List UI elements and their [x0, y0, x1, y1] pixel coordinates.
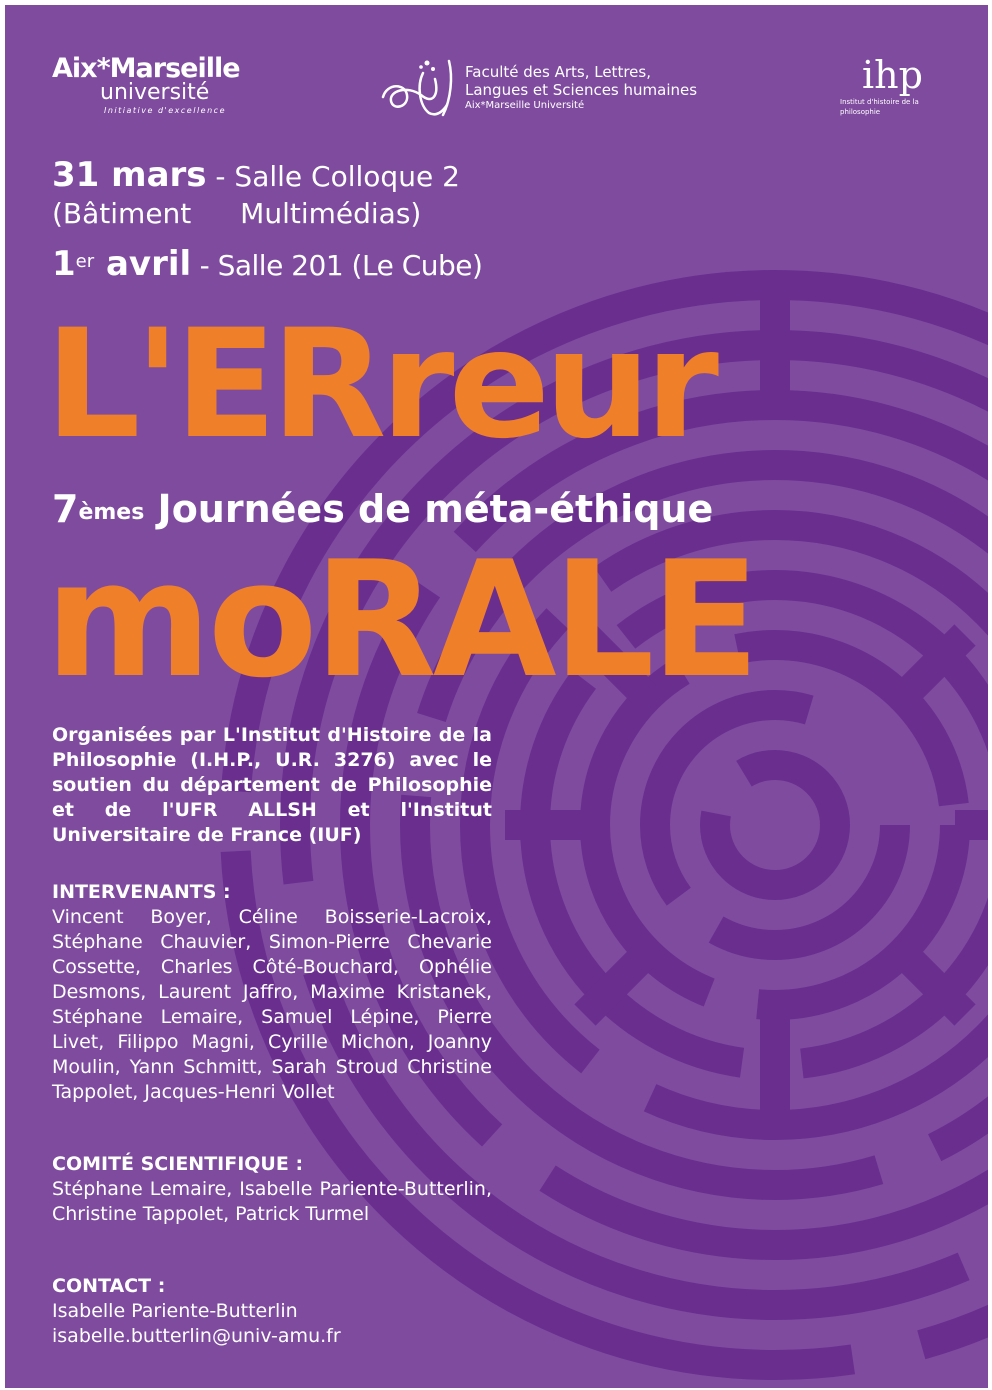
- date-day1: [52, 155, 460, 197]
- intervenants-title: INTERVENANTS :: [52, 881, 231, 903]
- amu-logo-universite: université: [100, 80, 210, 105]
- amu-logo-name: Aix*Marseille: [52, 53, 240, 84]
- date-day2-sup: er: [75, 251, 95, 272]
- ihp-logo-mark: ihp: [862, 53, 923, 97]
- date-day1-date: 31 mars: [52, 155, 207, 195]
- faculty-name-line1: Faculté des Arts, Lettres,: [465, 63, 651, 81]
- date-day2: [52, 243, 482, 287]
- intervenants-list: Vincent Boyer, Céline Boisserie-Lacroix, Stéphane Chauvier, Simon-Pierre Chevarie Cossette, Charles Côté-Bouchard, Ophélie Desmons, Laurent Jaffro, Maxime Kristanek, Stéphane Lemaire, Samuel Lépine, Pierre Livet, Filippo Magni, Cyrille Michon, Joanny Moulin, Yann Schmitt, Sarah Stroud Christine Tappolet, Jacques-Henri Vollet: [52, 906, 492, 1103]
- date-day1-building: (Bâtiment Multimédias): [52, 197, 422, 230]
- contact-section: [52, 1273, 492, 1349]
- date-day2-place: - Salle 201 (Le Cube): [191, 249, 483, 282]
- contact-name: Isabelle Pariente-Butterlin: [52, 1300, 298, 1322]
- subtitle-num: 7: [52, 487, 79, 531]
- subtitle-text: Journées de méta-éthique: [144, 487, 714, 531]
- ihp-logo-subtitle: Institut d'histoire de la philosophie: [840, 98, 919, 116]
- faculty-name-line2: Langues et Sciences humaines: [465, 81, 698, 99]
- faculty-emblem-icon: [377, 55, 457, 125]
- intervenants-section: [52, 879, 492, 1105]
- faculty-logo-text: [465, 63, 697, 113]
- contact-email[interactable]: isabelle.butterlin@univ-amu.fr: [52, 1325, 341, 1347]
- comite-list: Stéphane Lemaire, Isabelle Pariente-Butterlin, Christine Tappolet, Patrick Turmel: [52, 1178, 492, 1225]
- poster: [5, 5, 988, 1388]
- faculty-university: Aix*Marseille Université: [465, 100, 585, 111]
- contact-title: CONTACT :: [52, 1275, 166, 1297]
- organisers-text: Organisées par L'Institut d'Histoire de la Philosophie (I.H.P., U.R. 3276) avec le soutien du département de Philosophie et de l'UFR ALLSH et l'Institut Universitaire de France (IUF): [52, 724, 492, 846]
- date-day2-month: avril: [94, 244, 192, 284]
- title-line2: moRALE: [45, 526, 756, 713]
- subtitle-sup: èmes: [78, 500, 145, 525]
- faculty-logo: [377, 55, 737, 129]
- ihp-logo: [840, 53, 960, 117]
- comite-title: COMITÉ SCIENTIFIQUE :: [52, 1153, 304, 1175]
- date-day1-place: - Salle Colloque 2: [206, 160, 460, 193]
- amu-logo-tagline: Initiative d'excellence: [104, 106, 226, 115]
- date-day2-num: 1: [52, 244, 76, 284]
- title-line1: L'ERreur: [45, 298, 713, 472]
- amu-logo: [52, 55, 262, 119]
- comite-section: [52, 1151, 492, 1227]
